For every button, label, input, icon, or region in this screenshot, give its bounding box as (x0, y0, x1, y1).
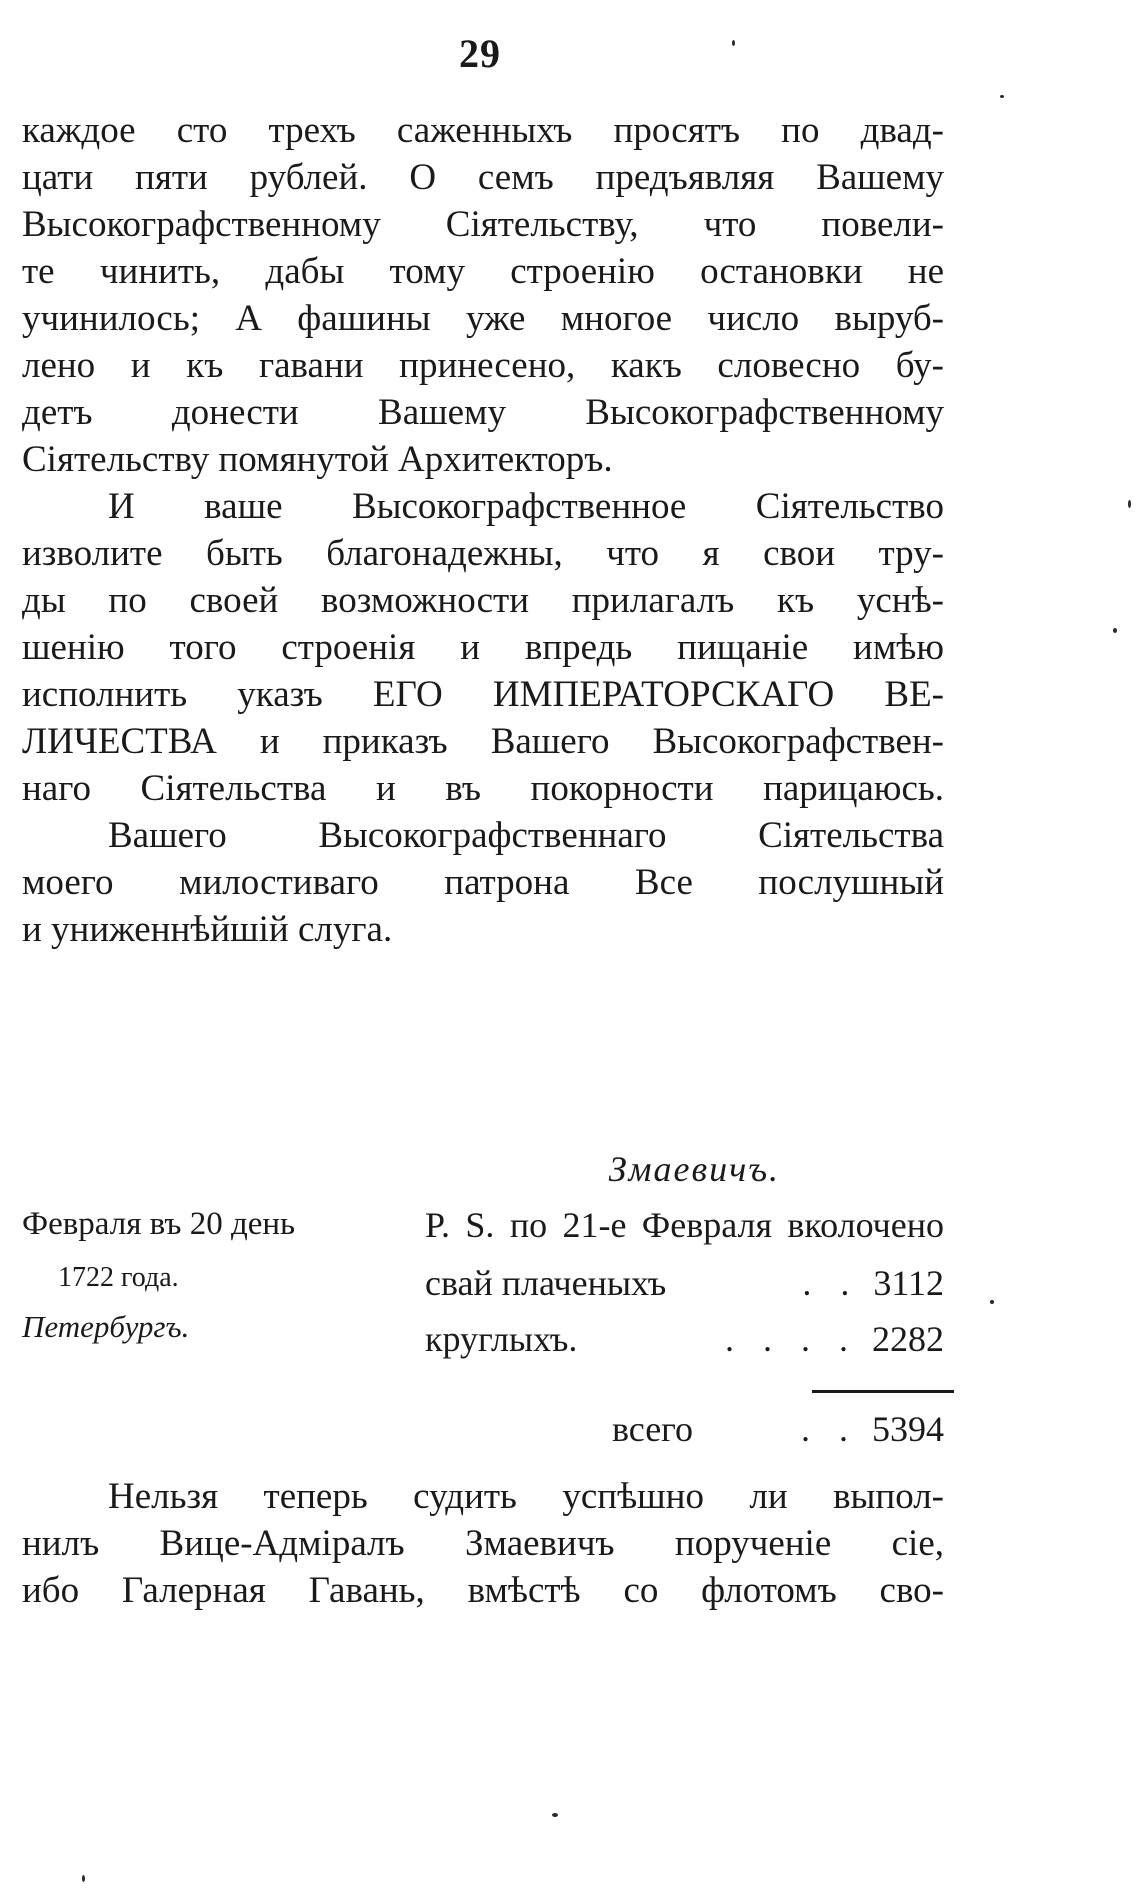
tally-leader: . . (801, 1409, 858, 1449)
text-line: шенію того строенія и впредь пищаніе имѣю (22, 627, 944, 668)
scan-speck (1000, 95, 1004, 98)
letter-date: Февраля въ 20 день (22, 1206, 296, 1242)
text-line: И ваше Высокографственное Сіятельство (108, 486, 944, 527)
scan-speck (732, 40, 735, 46)
text-line: цати пяти рублей. О семъ предъявляя Вашему (22, 157, 944, 198)
text-line: ибо Галерная Гавань, вмѣстѣ со флотомъ сво- (22, 1570, 944, 1611)
signature: Змаевичъ. (608, 1149, 780, 1189)
text-line: Сіятельству помянутой Архитекторъ. (22, 439, 613, 480)
text-line: наго Сіятельства и въ покорности парицаюсь. (22, 768, 944, 809)
scan-speck (1113, 628, 1117, 633)
text-line: учинилось; А фашины уже многое число выруб- (22, 298, 944, 339)
text-line: исполнить указъ ЕГО ИМПЕРАТОРСКАГО ВЕ- (22, 674, 944, 715)
tally-leader: . . (802, 1263, 860, 1303)
text-line: Нельзя теперь судить успѣшно ли выпол- (108, 1476, 944, 1517)
closing-line: и униженнѣйшій слуга. (22, 909, 393, 950)
closing-line: моего милостиваго патрона Все послушный (22, 862, 944, 903)
letter-place: Петербургъ. (22, 1309, 190, 1344)
page-number: 29 (459, 31, 501, 76)
text-line: изволите быть благонадежны, что я свои тру- (22, 533, 944, 574)
tally-row (425, 1318, 944, 1360)
text-line: Высокографственному Сіятельству, что повели- (22, 204, 944, 245)
tally-label: круглыхъ. (425, 1319, 578, 1359)
sum-rule (812, 1390, 954, 1393)
scan-speck (1128, 500, 1131, 508)
closing-line: Вашего Высокографственнаго Сіятельства (108, 815, 944, 856)
text-line: каждое сто трехъ саженныхъ просятъ по двад- (22, 110, 944, 151)
scan-speck (552, 1813, 558, 1817)
tally-value: 2282 (872, 1319, 944, 1359)
tally-total-label: всего (612, 1409, 694, 1449)
text-line: детъ донести Вашему Высокографственному (22, 392, 944, 433)
text-line: те чинить, дабы тому строенію остановки не (22, 251, 944, 292)
postscript-heading: P. S. по 21-е Февраля вколочено (425, 1205, 944, 1245)
text-line: ды по своей возможности прилагалъ къ уснѣ- (22, 580, 944, 621)
letter-year: 1722 года. (58, 1262, 179, 1293)
text-line: нилъ Вице-Адміралъ Змаевичъ порученіе сіе, (22, 1523, 944, 1564)
scan-speck (82, 1875, 85, 1882)
scan-speck (990, 1300, 994, 1304)
text-line: ЛИЧЕСТВА и приказъ Вашего Высокографствен- (22, 721, 944, 762)
tally-leader: . . . . (725, 1319, 858, 1359)
tally-value: 3112 (873, 1263, 944, 1303)
tally-label: свай плаченыхъ (425, 1263, 667, 1303)
tally-total-row (612, 1408, 944, 1450)
tally-total-value: 5394 (872, 1409, 944, 1449)
text-line: лено и къ гавани принесено, какъ словесно бу- (22, 345, 944, 386)
tally-row (425, 1262, 944, 1304)
